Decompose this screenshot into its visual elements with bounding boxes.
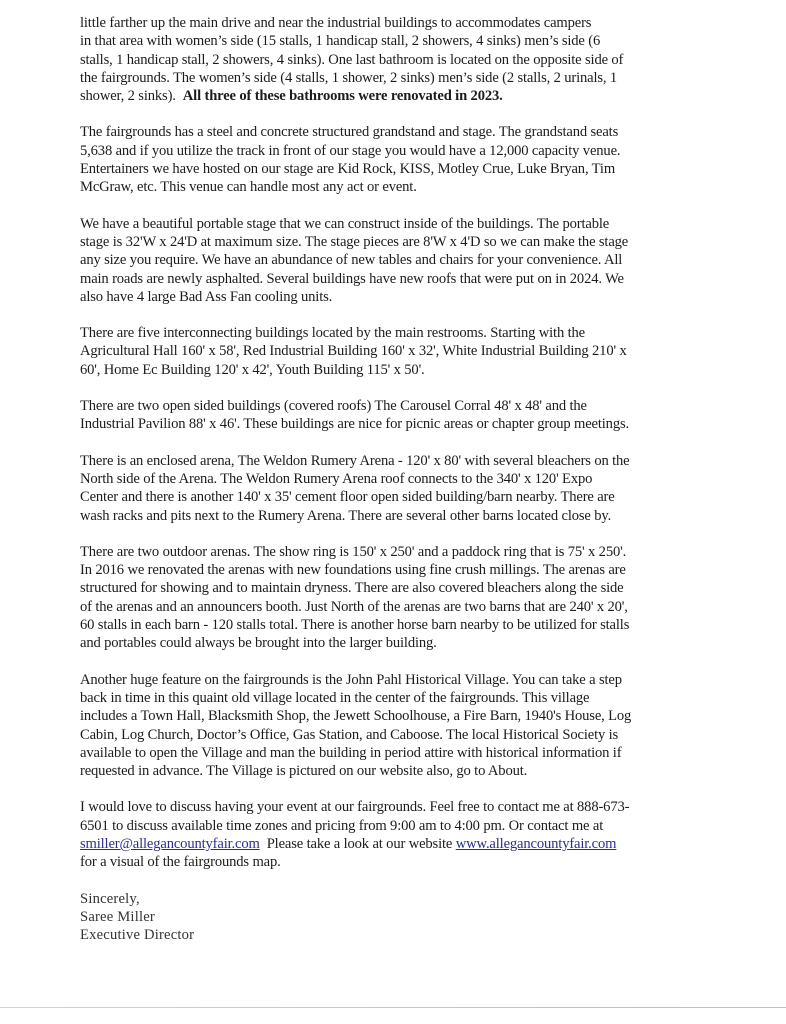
text-line: There is an enclosed arena, The Weldon Rumery Arena - 120' x 80' with several bleachers on the: [80, 452, 630, 469]
text-line: 60', Home Ec Building 120' x 42', Youth Building 115' x 50'.: [80, 361, 425, 378]
text-line: North side of the Arena. The Weldon Rumery Arena roof connects to the 340' x 120' Expo: [80, 470, 593, 487]
text-line: Cabin, Log Church, Doctor’s Office, Gas Station, and Caboose. The local Historical Society is: [80, 726, 619, 743]
text-line: also have 4 large Bad Ass Fan cooling units.: [80, 288, 333, 305]
text-line: includes a Town Hall, Blacksmith Shop, the Jewett Schoolhouse, a Fire Barn, 1940's House, Log: [80, 708, 632, 725]
text-line: of the arenas and an announcers booth. Just North of the arenas are two barns that are 240' x 20',: [80, 598, 628, 615]
text-line: There are five interconnecting buildings located by the main restrooms. Starting with the: [80, 325, 585, 342]
text-line: and portables could always be brought into the larger building.: [80, 635, 437, 652]
text-segment: Please take a look at our website: [259, 835, 456, 852]
paragraph-portable-stage: [80, 215, 760, 306]
salutation: Sincerely,: [80, 890, 140, 907]
text-line: Entertainers we have hosted on our stage are Kid Rock, KISS, Motley Crue, Luke Bryan, Tim: [80, 161, 616, 178]
paragraph-outdoor-arenas: [80, 543, 760, 653]
paragraph-grandstand: [80, 123, 760, 196]
signature-block: [80, 890, 760, 945]
text-line: stalls, 1 handicap stall, 2 showers, 4 sinks). One last bathroom is located on the opposite side of: [80, 51, 624, 68]
text-line: available to open the Village and man the building in period attire with historical information if: [80, 744, 622, 761]
text-line: Industrial Pavilion 88' x 46'. These buildings are nice for picnic areas or chapter group meetings.: [80, 416, 630, 433]
signer-name: Saree Miller: [80, 908, 155, 925]
text-line: Another huge feature on the fairgrounds is the John Pahl Historical Village. You can take a step: [80, 671, 622, 688]
text-line: the fairgrounds. The women’s side (4 stalls, 1 shower, 2 sinks) men’s side (2 stalls, 2 urinals, 1: [80, 69, 618, 86]
text-line: [80, 87, 760, 105]
text-line: any size you require. We have an abundance of new tables and chairs for your convenience. All: [80, 252, 623, 269]
text-line: stage is 32'W x 24'D at maximum size. The stage pieces are 8'W x 4'D so we can make the stage: [80, 233, 629, 250]
text-line: There are two open sided buildings (covered roofs) The Carousel Corral 48' x 48' and the: [80, 398, 587, 415]
text-segment: shower, 2 sinks).: [80, 88, 183, 105]
text-line: 5,638 and if you utilize the track in front of our stage you would have a 12,000 capacity venue.: [80, 142, 621, 159]
renovation-note: All three of these bathrooms were renovated in 2023.: [182, 88, 503, 105]
text-line: There are two outdoor arenas. The show ring is 150' x 250' and a paddock ring that is 75' x 250'.: [80, 543, 627, 560]
text-line: wash racks and pits next to the Rumery Arena. There are several other barns located close by.: [80, 507, 612, 524]
paragraph-bathrooms: [80, 14, 760, 105]
paragraph-enclosed-arena: [80, 452, 760, 525]
text-line: Center and there is another 140' x 35' cement floor open sided building/barn nearby. There are: [80, 489, 615, 506]
text-line: I would love to discuss having your event at our fairgrounds. Feel free to contact me at 888-673-: [80, 799, 630, 816]
paragraph-historical-village: [80, 671, 760, 781]
paragraph-interconnecting-buildings: [80, 324, 760, 379]
text-line: main roads are newly asphalted. Several buildings have new roofs that were put on in 2024. We: [80, 270, 624, 287]
email-link[interactable]: smiller@allegancountyfair.com: [80, 835, 260, 852]
text-line: requested in advance. The Village is pictured on our website also, go to About.: [80, 763, 528, 780]
text-line: in that area with women’s side (15 stalls, 1 handicap stall, 2 showers, 4 sinks) men’s side (6: [80, 33, 601, 50]
text-line: for a visual of the fairgrounds map.: [80, 854, 281, 871]
signer-title: Executive Director: [80, 927, 195, 944]
paragraph-contact: [80, 798, 760, 871]
text-line: 60 stalls in each barn - 120 stalls total. There is another horse barn nearby to be utilized for stalls: [80, 617, 630, 634]
text-line: The fairgrounds has a steel and concrete structured grandstand and stage. The grandstand seats: [80, 124, 619, 141]
text-line: 6501 to discuss available time zones and pricing from 9:00 am to 4:00 pm. Or contact me at: [80, 817, 604, 834]
website-link[interactable]: www.allegancountyfair.com: [455, 835, 617, 852]
text-line: back in time in this quaint old village located in the center of the fairgrounds. This village: [80, 689, 590, 706]
text-line: Agricultural Hall 160' x 58', Red Industrial Building 160' x 32', White Industrial Building 210' x: [80, 343, 627, 360]
text-line: little farther up the main drive and near the industrial buildings to accommodates campers: [80, 15, 592, 31]
paragraph-open-sided-buildings: [80, 397, 760, 434]
page-bottom-edge: [0, 1007, 786, 1008]
text-line: McGraw, etc. This venue can handle most any act or event.: [80, 179, 417, 196]
letter-page: [80, 14, 760, 944]
text-line: In 2016 we renovated the arenas with new foundations using fine crush millings. The arenas are: [80, 562, 626, 579]
text-line: We have a beautiful portable stage that we can construct inside of the buildings. The portable: [80, 215, 610, 232]
text-line: structured for showing and to maintain dryness. There are also covered bleachers along the side: [80, 580, 624, 597]
text-line: [80, 835, 760, 853]
